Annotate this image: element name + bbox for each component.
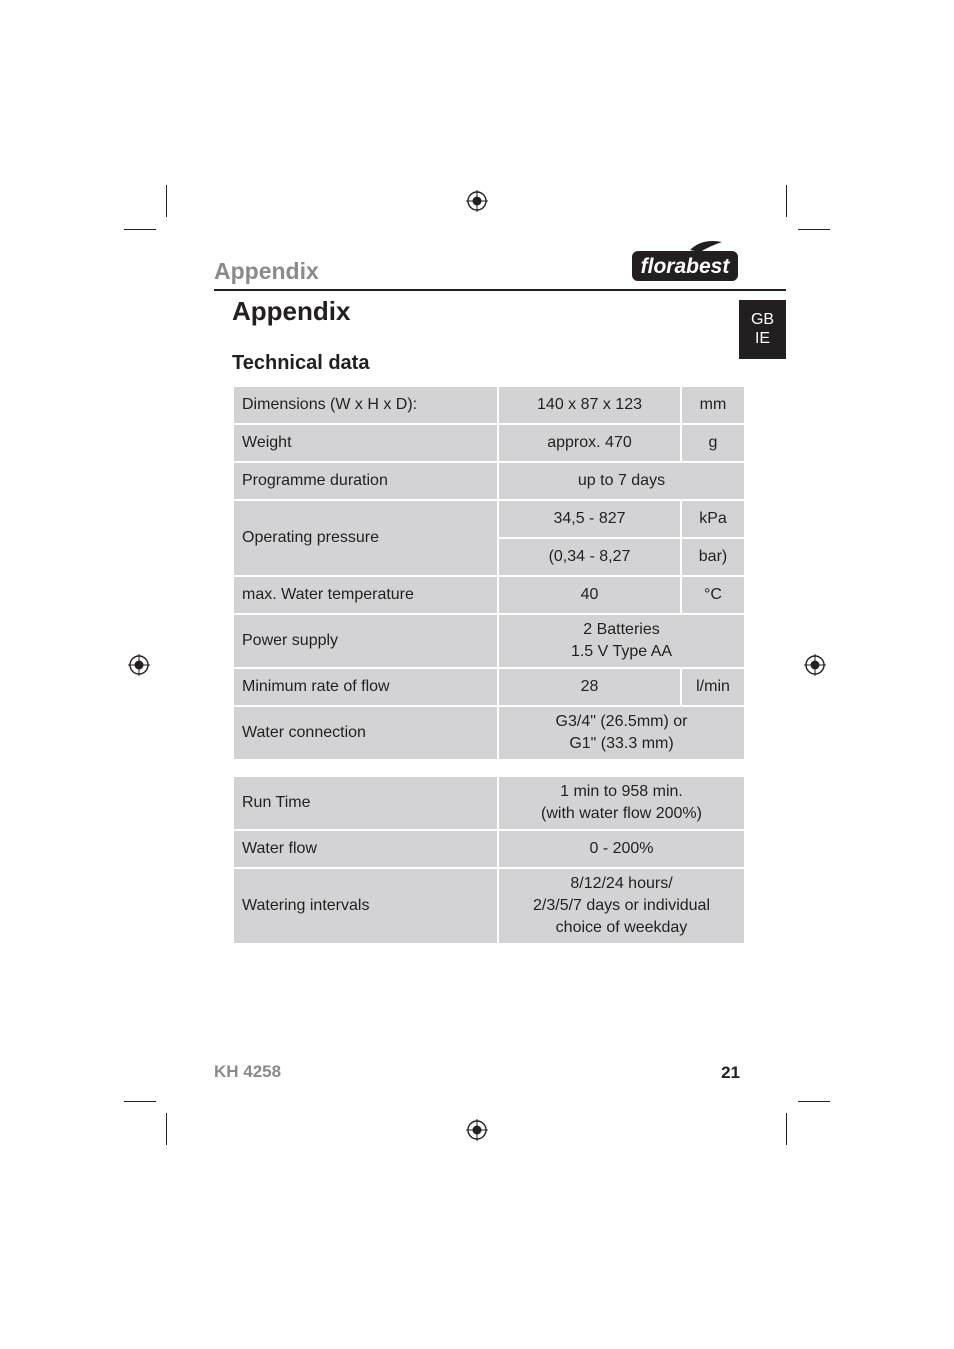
crop-mark xyxy=(798,229,830,230)
value-line: 2 Batteries xyxy=(583,621,660,638)
row-value: 0 - 200% xyxy=(498,830,745,868)
row-label: Water connection xyxy=(233,706,498,760)
row-value: approx. 470 xyxy=(498,424,681,462)
row-unit: bar) xyxy=(681,538,745,576)
table-row xyxy=(233,386,745,424)
value-line: 1 min to 958 min. xyxy=(560,783,683,800)
language-code-gb: GB xyxy=(750,311,775,328)
table-row xyxy=(233,614,745,668)
crop-mark xyxy=(124,1101,156,1102)
value-line: choice of weekday xyxy=(555,919,688,936)
header-rule xyxy=(214,289,786,291)
row-label: max. Water temperature xyxy=(233,576,498,614)
row-label: Programme duration xyxy=(233,462,498,500)
row-unit: kPa xyxy=(681,500,745,538)
row-unit: mm xyxy=(681,386,745,424)
table-row xyxy=(233,462,745,500)
row-value xyxy=(498,706,745,760)
logo-text: florabest xyxy=(640,255,730,278)
table-row xyxy=(233,830,745,868)
table-row xyxy=(233,776,745,830)
table-row xyxy=(233,668,745,706)
registration-mark-icon xyxy=(804,654,826,676)
row-unit: °C xyxy=(681,576,745,614)
florabest-logo xyxy=(630,240,740,284)
value-line: (with water flow 200%) xyxy=(541,805,702,822)
row-label: Power supply xyxy=(233,614,498,668)
row-label: Watering intervals xyxy=(233,868,498,944)
row-label: Run Time xyxy=(233,776,498,830)
row-value xyxy=(498,614,745,668)
running-header-title: Appendix xyxy=(214,258,319,284)
registration-mark-icon xyxy=(466,1119,488,1141)
crop-mark xyxy=(786,185,787,217)
row-label: Water flow xyxy=(233,830,498,868)
row-value xyxy=(498,868,745,944)
row-unit: l/min xyxy=(681,668,745,706)
language-tab xyxy=(739,300,786,359)
table-row xyxy=(233,706,745,760)
row-value: 28 xyxy=(498,668,681,706)
row-value: 40 xyxy=(498,576,681,614)
crop-mark xyxy=(786,1113,787,1145)
page-number: 21 xyxy=(721,1063,740,1082)
crop-mark xyxy=(166,1113,167,1145)
row-value: 34,5 - 827 xyxy=(498,500,681,538)
crop-mark xyxy=(166,185,167,217)
technical-data-table xyxy=(232,385,746,761)
crop-mark xyxy=(124,229,156,230)
table-row xyxy=(233,576,745,614)
row-label: Minimum rate of flow xyxy=(233,668,498,706)
value-line: 2/3/5/7 days or individual xyxy=(533,897,710,914)
table-row xyxy=(233,868,745,944)
row-label: Dimensions (W x H x D): xyxy=(233,386,498,424)
table-row xyxy=(233,500,745,538)
technical-data-table-2 xyxy=(232,775,746,945)
row-value xyxy=(498,776,745,830)
section-title: Technical data xyxy=(232,352,370,374)
row-value: 140 x 87 x 123 xyxy=(498,386,681,424)
value-line: 1.5 V Type AA xyxy=(570,643,673,660)
value-line: G1" (33.3 mm) xyxy=(569,735,674,752)
language-code-ie: IE xyxy=(754,330,771,347)
row-value: up to 7 days xyxy=(498,462,745,500)
row-label: Operating pressure xyxy=(233,500,498,576)
value-line: G3/4" (26.5mm) or xyxy=(555,713,688,730)
crop-mark xyxy=(798,1101,830,1102)
row-unit: g xyxy=(681,424,745,462)
row-label: Weight xyxy=(233,424,498,462)
footer-model-number: KH 4258 xyxy=(214,1062,282,1081)
page-title: Appendix xyxy=(232,296,351,326)
row-value: (0,34 - 8,27 xyxy=(498,538,681,576)
value-line: 8/12/24 hours/ xyxy=(570,875,673,892)
registration-mark-icon xyxy=(466,190,488,212)
table-row xyxy=(233,424,745,462)
registration-mark-icon xyxy=(128,654,150,676)
